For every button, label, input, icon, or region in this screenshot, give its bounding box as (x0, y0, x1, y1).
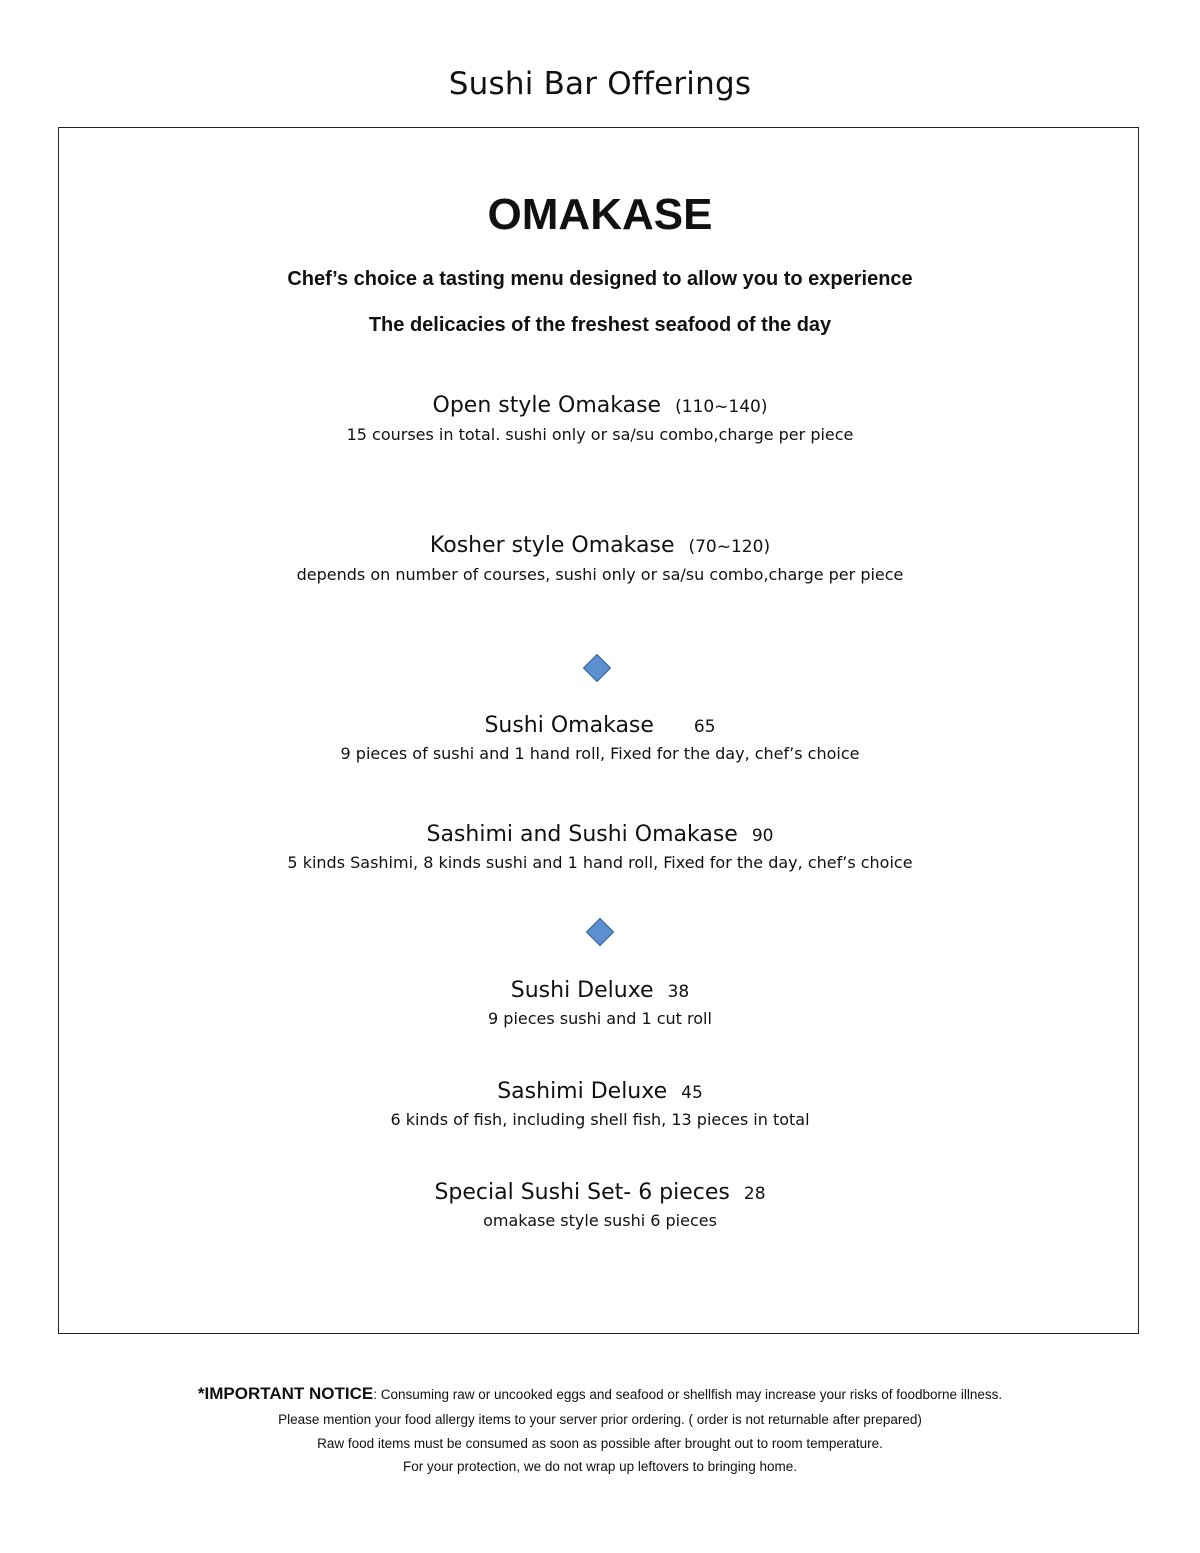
menu-item-title: Sashimi and Sushi Omakase (426, 822, 738, 847)
menu-item-name (0, 1180, 1200, 1205)
menu-item-price: 90 (751, 826, 774, 846)
menu-item-price: 45 (681, 1083, 703, 1103)
menu-item-title: Sushi Deluxe (510, 978, 654, 1003)
menu-heading: OMAKASE (487, 190, 713, 239)
menu-item-price: 28 (743, 1184, 766, 1204)
menu-item-description: depends on number of courses, sushi only or sa/su combo,charge per piece (296, 565, 904, 584)
menu-tagline-line2: The delicacies of the freshest seafood of the day (368, 314, 832, 336)
menu-item-description: 9 pieces sushi and 1 cut roll (488, 1009, 712, 1028)
menu-item-description: 5 kinds Sashimi, 8 kinds sushi and 1 hand roll, Fixed for the day, chef’s choice (287, 853, 913, 872)
important-notice-label: *IMPORTANT NOTICE (197, 1384, 374, 1403)
menu-item-title: Open style Omakase (432, 393, 662, 418)
menu-item-name (0, 1079, 1200, 1104)
menu-item-title: Special Sushi Set- 6 pieces (434, 1180, 730, 1205)
menu-item-name (0, 393, 1200, 418)
important-notice-line4: For your protection, we do not wrap up leftovers to bringing home. (403, 1459, 797, 1474)
menu-item-price: 38 (667, 982, 690, 1002)
important-notice-line1 (0, 1384, 1200, 1404)
menu-item-title: Sashimi Deluxe (497, 1079, 668, 1104)
menu-item-price: (110~140) (675, 397, 768, 417)
menu-tagline-line1: Chef’s choice a tasting menu designed to allow you to experience (287, 268, 913, 290)
menu-item-price: 65 (693, 717, 716, 737)
page-title: Sushi Bar Offerings (448, 66, 752, 102)
menu-item-name (0, 713, 1200, 738)
menu-item-name (0, 978, 1200, 1003)
menu-item-name (0, 533, 1200, 558)
menu-item-description: 6 kinds of fish, including shell fish, 13 pieces in total (390, 1110, 810, 1129)
menu-item-price: (70~120) (688, 537, 771, 557)
important-notice-line2: Please mention your food allergy items to your server prior ordering. ( order is not returnable after prepared) (278, 1412, 922, 1427)
menu-item-title: Sushi Omakase (484, 713, 654, 738)
menu-item-description: 9 pieces of sushi and 1 hand roll, Fixed for the day, chef’s choice (340, 744, 860, 763)
menu-item-description: 15 courses in total. sushi only or sa/su combo,charge per piece (346, 425, 854, 444)
menu-item-name (0, 822, 1200, 847)
menu-item-description: omakase style sushi 6 pieces (483, 1211, 717, 1230)
menu-item-title: Kosher style Omakase (429, 533, 675, 558)
important-notice-text: : Consuming raw or uncooked eggs and seafood or shellfish may increase your risks of foodborne illness. (373, 1387, 1003, 1402)
important-notice-line3: Raw food items must be consumed as soon as possible after brought out to room temperature. (317, 1436, 883, 1451)
